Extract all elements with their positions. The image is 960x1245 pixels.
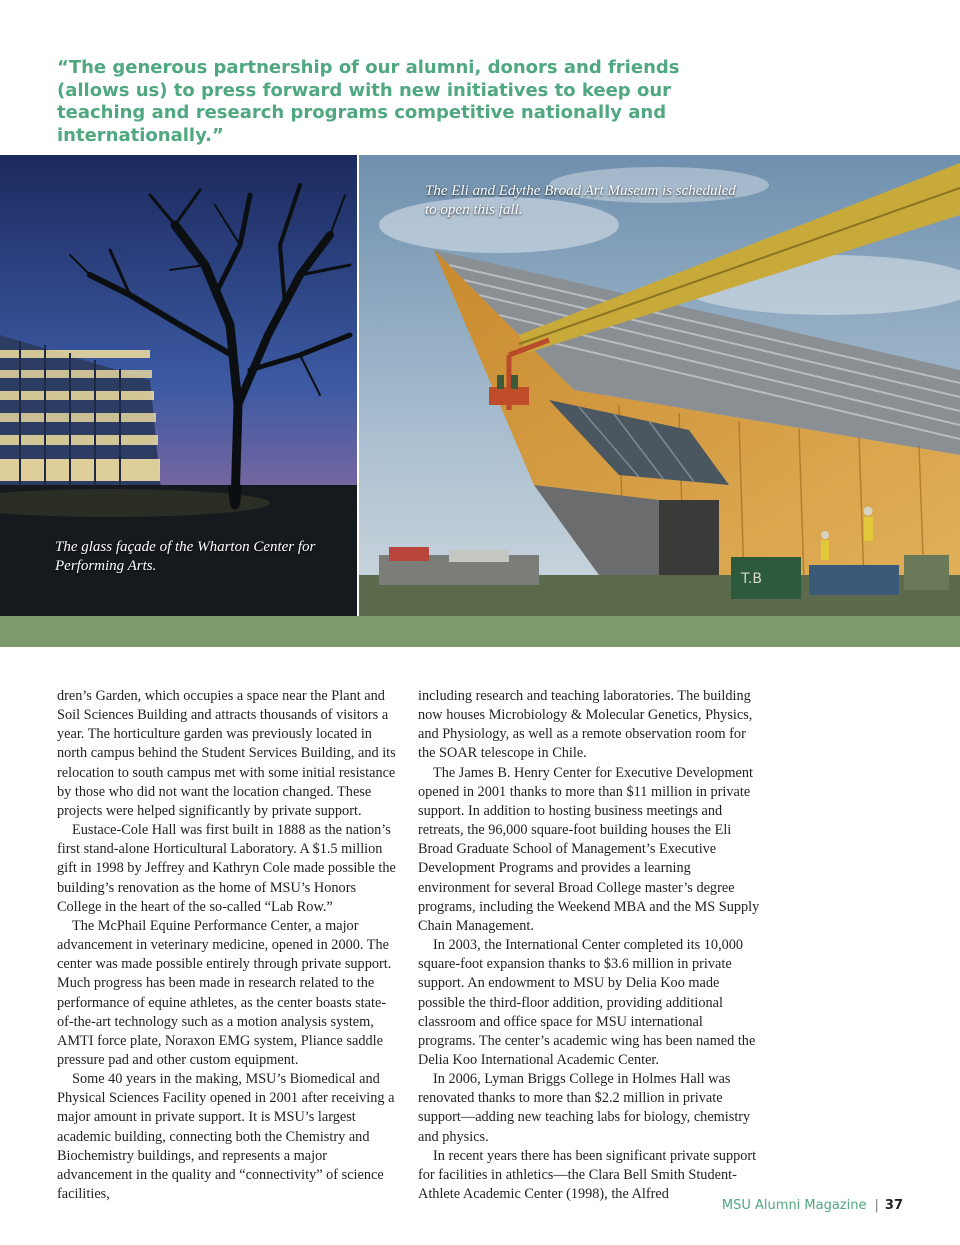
paragraph: including research and teaching laboratories. The building now houses Microbiology & Molecular Genetics, Physics, and Physiology, as well as a remote observation room for the SOAR telescope in Chile. bbox=[418, 688, 753, 762]
wharton-center-photo bbox=[0, 155, 357, 616]
body-column-right bbox=[418, 687, 761, 1204]
page-number: 37 bbox=[884, 1198, 903, 1213]
paragraph: In 2003, the International Center completed its 10,000 square-foot expansion thanks to $3.6 million in private support. An endowment to MSU by Delia Koo made possible the third-floor addition, providing additional classroom and office space for MSU international programs. The center’s academic wing has been named the Delia Koo International Academic Center. bbox=[418, 937, 756, 1068]
paragraph: The James B. Henry Center for Executive Development opened in 2001 thanks to more than $11 million in private support. In addition to hosting business meetings and retreats, the 96,000 square-foot building houses the Eli Broad Graduate School of Management’s Executive Development Programs and provides a learning environment for several Broad College master’s degree programs, including the Weekend MBA and the MS Supply Chain Management. bbox=[418, 764, 760, 934]
wharton-caption: The glass façade of the Wharton Center for Performing Arts. bbox=[55, 539, 316, 574]
broad-museum-image bbox=[359, 155, 960, 616]
paragraph: In 2006, Lyman Briggs College in Holmes Hall was renovated thanks to more than $2.2 million in private support—adding new teaching labs for biology, chemistry and physics. bbox=[418, 1071, 751, 1145]
broad-museum-photo bbox=[359, 155, 960, 616]
paragraph: The McPhail Equine Performance Center, a major advancement in veterinary medicine, opened in 2000. The center was made possible entirely through private support. Much progress has been made in research related to the performance of equine athletes, as the center boasts state-of-the-art technology such as a motion analysis system, AMTI force plate, Noraxon EMG system, Pliance saddle pressure pad and other custom equipment. bbox=[57, 917, 392, 1068]
pull-quote: “The generous partnership of our alumni, donors and friends (allows us) to press forward with new initiatives to keep our teaching and research programs competitive nationally and internationally.” bbox=[57, 57, 680, 146]
magazine-name: MSU Alumni Magazine bbox=[721, 1198, 867, 1213]
paragraph: Eustace-Cole Hall was first built in 1888 as the nation’s first stand-alone Horticultural Laboratory. A $1.5 million gift in 1998 by Jeffrey and Kathryn Cole made possible the building’s renovation as the home of MSU’s Honors College in the heart of the so-called “Lab Row.” bbox=[57, 822, 396, 915]
paragraph: dren’s Garden, which occupies a space near the Plant and Soil Sciences Building and attracts thousands of visitors a year. The horticulture garden was previously located in north campus behind the Student Services Building, and its relocation to south campus met with some initial resistance by those who did not want the location changed. These projects were helped significantly by private support. bbox=[57, 688, 396, 819]
paragraph: Some 40 years in the making, MSU’s Biomedical and Physical Sciences Facility opened in 2001 after receiving a major amount in private support. It is MSU’s largest academic building, connecting both the Chemistry and Biochemistry buildings, and represents a major advancement in the quality and “connectivity” of science facilities, bbox=[57, 1071, 395, 1203]
dumpster-marking: T.B bbox=[741, 571, 762, 587]
footer-separator: | bbox=[874, 1198, 879, 1213]
page-footer bbox=[722, 1198, 903, 1213]
green-divider-bar bbox=[0, 616, 960, 647]
body-column-left bbox=[57, 687, 400, 1204]
broad-museum-caption: The Eli and Edythe Broad Art Museum is scheduled to open this fall. bbox=[425, 183, 736, 218]
photo-band bbox=[0, 155, 960, 616]
paragraph: In recent years there has been significant private support for facilities in athletics—the Clara Bell Smith Student-Athlete Academic Center (1998), the Alfred bbox=[418, 1147, 757, 1203]
